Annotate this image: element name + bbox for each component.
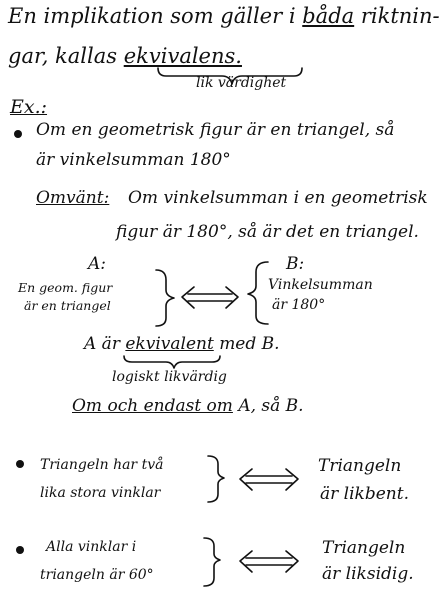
intro-line-2	[8, 46, 242, 67]
iff-tail: A, så B.	[238, 396, 304, 416]
intro-line-1-suffix: riktnin-	[360, 4, 440, 28]
equiv-prefix: A är	[84, 334, 120, 354]
example1-statement-line2: är vinkelsumman 180°	[36, 150, 231, 170]
intro-line-2-prefix: gar, kallas	[8, 44, 118, 68]
double-arrow-icon	[240, 551, 298, 572]
statement-b-label: B:	[286, 254, 305, 274]
double-arrow-icon	[182, 287, 238, 308]
double-arrow-icon	[240, 469, 298, 490]
brace-b-icon	[248, 262, 268, 324]
statement-a-label: A:	[88, 254, 107, 274]
intro-emphasis-word: båda	[302, 4, 355, 28]
equiv-term: ekvivalent	[125, 334, 214, 354]
converse-label: Omvänt:	[36, 188, 110, 208]
iff-phrase: Om och endast om	[72, 396, 233, 416]
example2-right-line1: Triangeln	[318, 456, 402, 476]
example1-statement-line1: Om en geometrisk figur är en triangel, så	[36, 120, 395, 140]
equiv-gloss: logiskt likvärdig	[112, 369, 227, 385]
statement-b-line2: är 180°	[272, 297, 326, 313]
example2-left-line2: lika stora vinklar	[40, 485, 161, 501]
example3-right-line2: är liksidig.	[322, 564, 414, 584]
example3-left-line2: triangeln är 60°	[40, 567, 154, 583]
intro-line-1	[8, 6, 440, 27]
brace-a-icon	[156, 270, 174, 326]
equiv-sentence	[84, 336, 280, 353]
brace-ex2-icon	[208, 456, 224, 502]
example3-right-line1: Triangeln	[322, 538, 406, 558]
statement-b-line1: Vinkelsumman	[268, 277, 373, 293]
iff-sentence	[72, 398, 304, 415]
equiv-suffix: med B.	[219, 334, 280, 354]
example-label: Ex.:	[10, 96, 48, 118]
converse-line1: Om vinkelsumman i en geometrisk	[128, 188, 428, 208]
bullet-icon	[16, 546, 24, 554]
converse-line2: figur är 180°, så är det en triangel.	[116, 222, 419, 242]
example2-left-line1: Triangeln har två	[40, 457, 164, 473]
bullet-icon	[16, 460, 24, 468]
term-gloss: lik värdighet	[196, 75, 287, 91]
statement-a-line2: är en triangel	[24, 298, 111, 313]
bullet-icon	[14, 130, 22, 138]
example2-right-line2: är likbent.	[320, 484, 409, 504]
intro-line-1-prefix: En implikation som gäller i	[8, 4, 296, 28]
equiv-underbrace-icon	[124, 356, 220, 368]
statement-a-line1: En geom. figur	[18, 280, 113, 295]
brace-ex3-icon	[204, 538, 220, 586]
term-ekvivalens: ekvivalens.	[123, 44, 242, 68]
example3-left-line1: Alla vinklar i	[46, 539, 137, 555]
